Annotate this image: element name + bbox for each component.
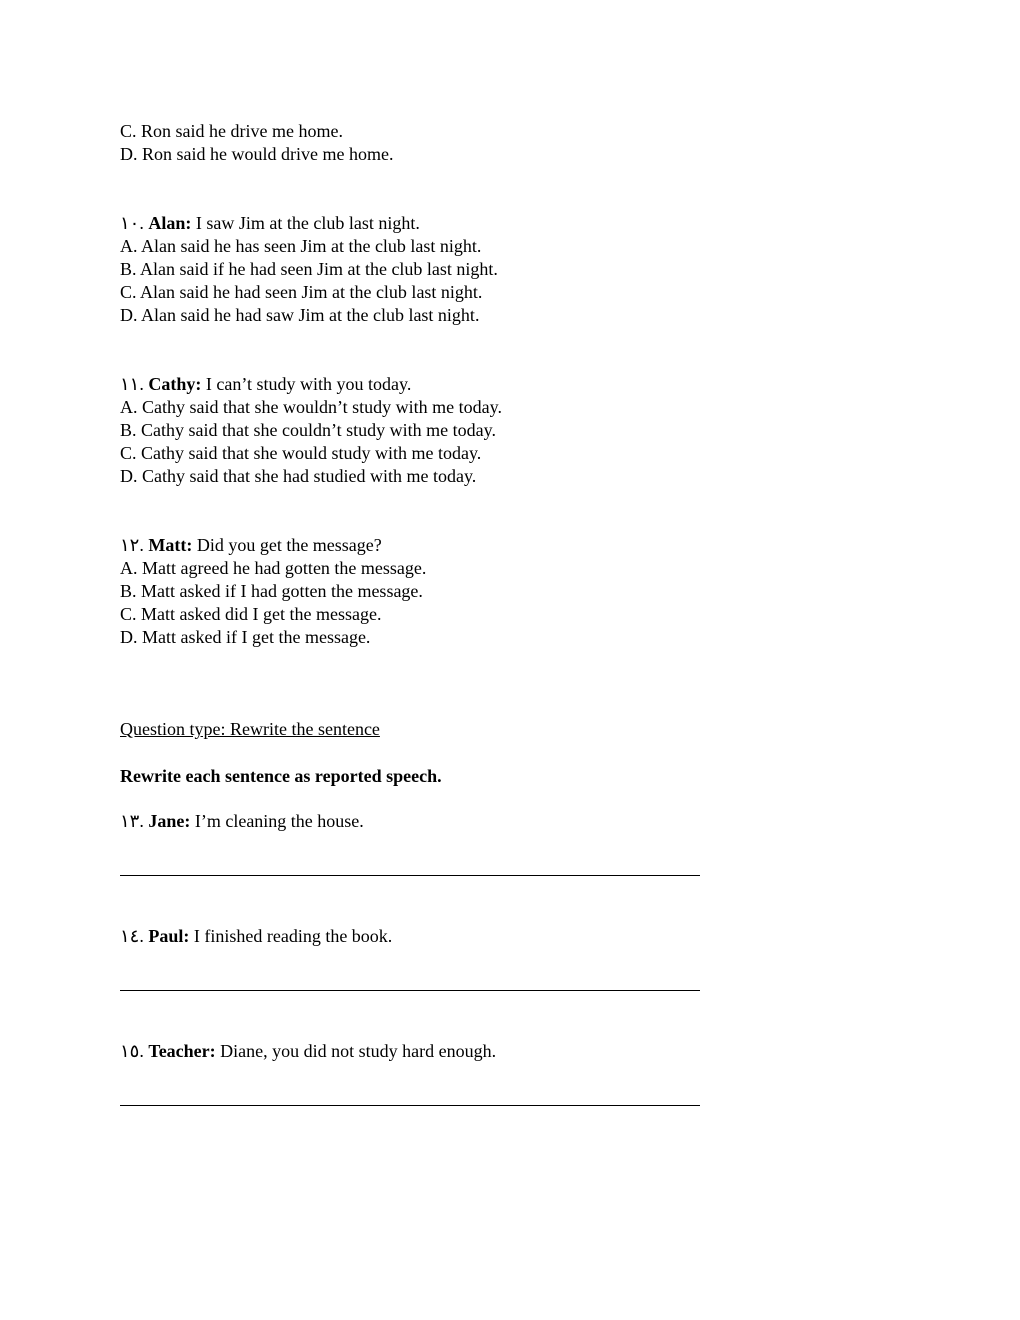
q10-number: ١٠. [120,213,144,233]
q10-stem [120,212,420,235]
q15-speaker: Teacher: [148,1041,216,1061]
q11-option-b: B. Cathy said that she couldn’t study with me today. [120,420,496,440]
q12-quote: Did you get the message? [196,535,382,555]
q12-number: ١٢. [120,535,144,555]
q10-speaker: Alan: [148,213,192,233]
q9-option-d: D. Ron said he would drive me home. [120,144,394,164]
q11-number: ١١. [120,374,144,394]
q12-speaker: Matt: [148,535,193,555]
q15-stem [120,1040,496,1063]
q15-number: ١٥. [120,1041,144,1061]
question-type-label: Question type: Rewrite the sentence [120,719,380,739]
q10-option-d: D. Alan said he had saw Jim at the club last night. [120,305,480,325]
q11-option-d: D. Cathy said that she had studied with me today. [120,466,477,486]
q13-quote: I’m cleaning the house. [194,811,364,831]
q10-option-c: C. Alan said he had seen Jim at the club last night. [120,282,483,302]
q15-answer-line[interactable] [120,1105,700,1106]
section-instruction: Rewrite each sentence as reported speech. [120,766,442,786]
q14-speaker: Paul: [148,926,190,946]
q14-answer-line[interactable] [120,990,700,991]
q9-option-c: C. Ron said he drive me home. [120,121,343,141]
q12-option-b: B. Matt asked if I had gotten the message. [120,581,423,601]
q12-stem [120,534,382,557]
q10-quote: I saw Jim at the club last night. [195,213,420,233]
q12-option-c: C. Matt asked did I get the message. [120,604,382,624]
q13-number: ١٣. [120,811,144,831]
q10-option-b: B. Alan said if he had seen Jim at the club last night. [120,259,498,279]
q11-option-a: A. Cathy said that she wouldn’t study with me today. [120,397,502,417]
q11-option-c: C. Cathy said that she would study with me today. [120,443,482,463]
q13-stem [120,810,364,833]
q12-option-d: D. Matt asked if I get the message. [120,627,371,647]
q10-option-a: A. Alan said he has seen Jim at the club last night. [120,236,482,256]
q13-answer-line[interactable] [120,875,700,876]
q12-option-a: A. Matt agreed he had gotten the message. [120,558,427,578]
q11-speaker: Cathy: [148,374,202,394]
q14-quote: I finished reading the book. [193,926,393,946]
q13-speaker: Jane: [148,811,191,831]
q11-stem [120,373,411,396]
q15-quote: Diane, you did not study hard enough. [220,1041,497,1061]
q14-stem [120,925,392,948]
q14-number: ١٤. [120,926,144,946]
q11-quote: I can’t study with you today. [205,374,412,394]
